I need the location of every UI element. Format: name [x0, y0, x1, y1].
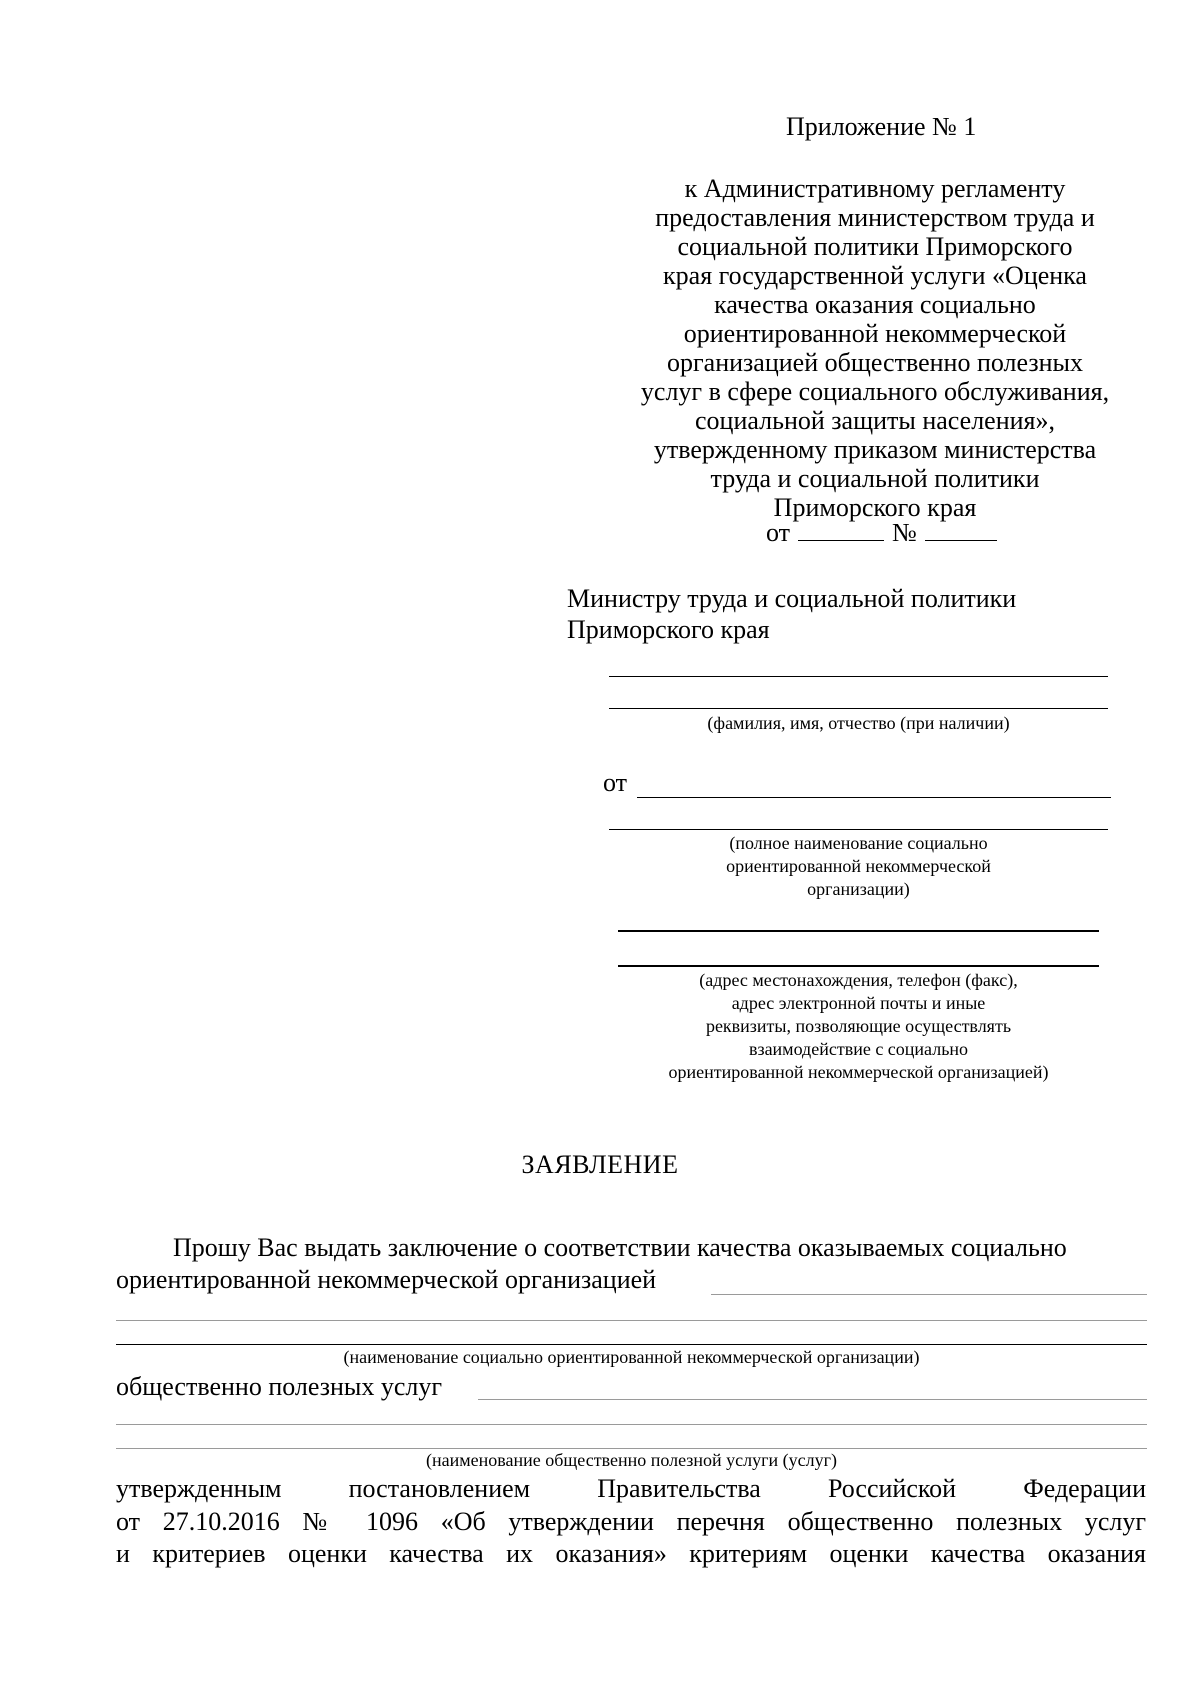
appendix-reference: [620, 174, 1130, 522]
addressee-line: Министру труда и социальной политики: [567, 584, 1017, 613]
org-caption-line: организации): [807, 879, 910, 899]
org-caption: [609, 832, 1108, 901]
appendix-line: предоставления министерством труда и: [655, 203, 1095, 232]
org-name-caption-text: (наименование социально ориентированной некоммерческой организации): [343, 1347, 920, 1367]
fio-blank-line[interactable]: [609, 708, 1108, 709]
appendix-line: труда и социальной политики: [710, 464, 1040, 493]
statement-paragraph-line: Прошу Вас выдать заключение о соответствии качества оказываемых социально: [173, 1233, 1067, 1262]
appendix-line: услуг в сфере социального обслуживания,: [640, 377, 1110, 406]
services-label: общественно полезных услуг: [116, 1372, 443, 1401]
org-name-blank-line[interactable]: [116, 1320, 1147, 1321]
fio-caption-text: (фамилия, имя, отчество (при наличии): [707, 713, 1010, 733]
fio-blank-line[interactable]: [609, 676, 1108, 677]
date-prefix: от: [766, 518, 791, 547]
address-caption-line: реквизиты, позволяющие осуществлять: [705, 1016, 1012, 1036]
org-name-blank-line[interactable]: [711, 1294, 1147, 1295]
service-name-blank-line[interactable]: [478, 1399, 1147, 1400]
address-caption-line: адрес электронной почты и иные: [731, 993, 986, 1013]
service-name-caption: [116, 1449, 1147, 1472]
org-blank-line[interactable]: [609, 829, 1108, 830]
fio-caption: [609, 712, 1108, 735]
appendix-line: социальной защиты населения»,: [694, 406, 1056, 435]
org-caption-line: ориентированной некоммерческой: [726, 856, 991, 876]
from-blank-line[interactable]: [637, 797, 1111, 798]
address-caption-line: ориентированной некоммерческой организацией): [668, 1062, 1049, 1082]
appendix-title: Приложение № 1: [786, 112, 977, 141]
address-caption-line: (адрес местонахождения, телефон (факс),: [699, 970, 1018, 990]
number-blank-field[interactable]: [925, 518, 997, 541]
date-blank-field[interactable]: [798, 518, 884, 541]
from-label: от: [603, 768, 628, 797]
appendix-line: Приморского края: [773, 493, 977, 522]
org-caption-line: (полное наименование социально: [729, 833, 988, 853]
service-name-caption-text: (наименование общественно полезной услуги (услуг): [425, 1450, 838, 1470]
addressee-line: Приморского края: [567, 615, 770, 644]
number-sign: №: [892, 518, 917, 547]
statement-paragraph-line: от 27.10.2016 № 1096 «Об утверждении перечня общественно полезных услуг: [116, 1507, 1146, 1536]
appendix-line: социальной политики Приморского: [677, 232, 1073, 261]
appendix-line: утвержденному приказом министерства: [653, 435, 1097, 464]
statement-paragraph-line: и критериев оценки качества их оказания» критериям оценки качества оказания: [116, 1539, 1146, 1568]
statement-title: ЗАЯВЛЕНИЕ: [521, 1150, 679, 1179]
service-name-blank-line[interactable]: [116, 1424, 1147, 1425]
appendix-line: края государственной услуги «Оценка: [663, 261, 1087, 290]
appendix-line: ориентированной некоммерческой: [683, 319, 1067, 348]
appendix-line: организацией общественно полезных: [666, 348, 1083, 377]
address-blank-line[interactable]: [618, 965, 1099, 967]
org-name-blank-line[interactable]: [116, 1344, 1147, 1345]
address-caption: [609, 969, 1108, 1084]
org-name-caption: [116, 1346, 1147, 1369]
addressee-block: [567, 583, 1016, 645]
statement-paragraph-line: утвержденным постановлением Правительства Российской Федерации: [116, 1474, 1146, 1503]
address-caption-line: взаимодействие с социально: [748, 1039, 969, 1059]
appendix-date-line: [766, 518, 997, 548]
appendix-line: качества оказания социально: [714, 290, 1036, 319]
appendix-line: к Административному регламенту: [684, 174, 1066, 203]
address-blank-line[interactable]: [618, 930, 1099, 932]
statement-paragraph-line: ориентированной некоммерческой организацией: [116, 1265, 657, 1294]
